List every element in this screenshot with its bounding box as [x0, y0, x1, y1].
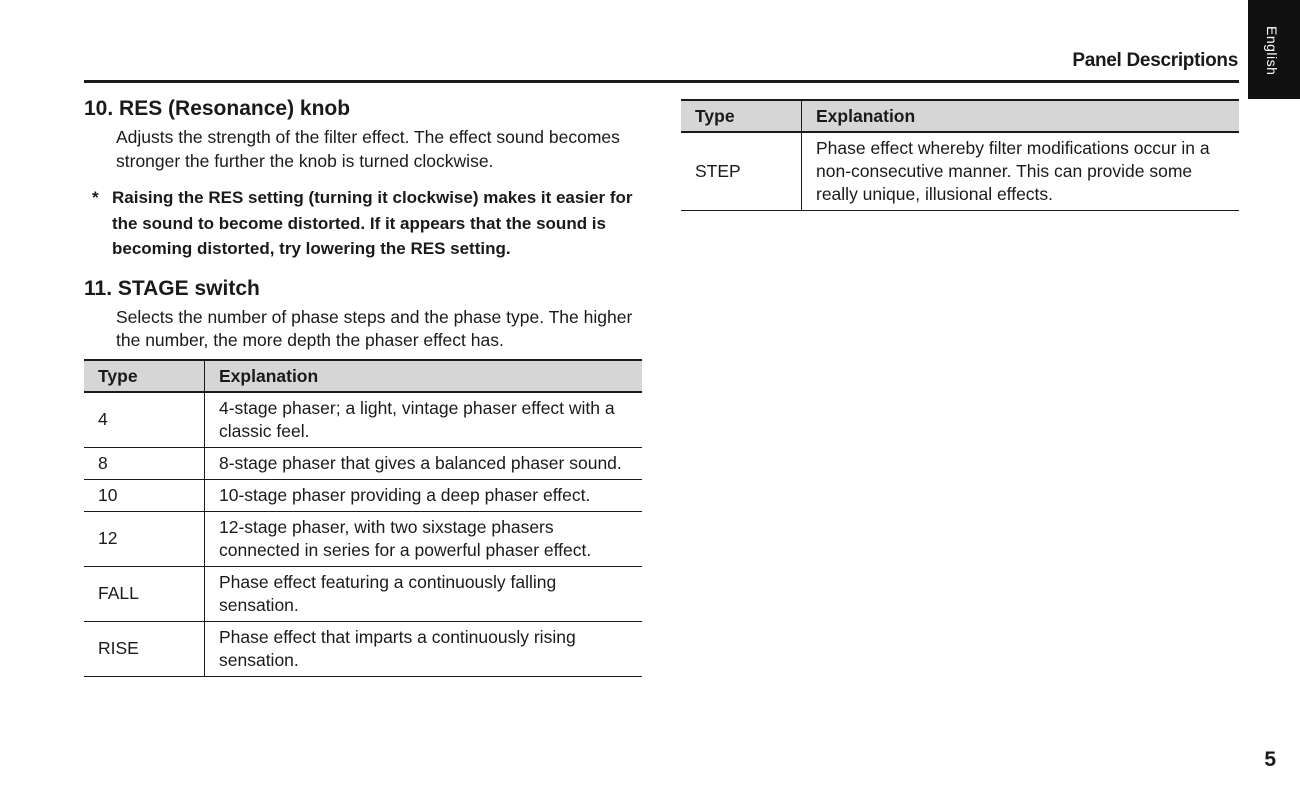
explanation-cell: 10-stage phaser providing a deep phaser effect. [205, 479, 643, 511]
left-column [84, 96, 642, 677]
language-label: English [1264, 26, 1280, 76]
column-header-type: Type [84, 360, 205, 392]
res-knob-note [84, 185, 642, 262]
explanation-cell: 12-stage phaser, with two sixstage phasers connected in series for a powerful phaser effect. [205, 511, 643, 566]
type-cell: FALL [84, 566, 205, 621]
note-asterisk: * [92, 188, 99, 207]
stage-type-table-continued [681, 99, 1239, 211]
type-cell: 12 [84, 511, 205, 566]
stage-type-table [84, 359, 642, 677]
res-knob-heading: 10. RES (Resonance) knob [84, 97, 351, 120]
explanation-cell: Phase effect featuring a continuously falling sensation. [205, 566, 643, 621]
explanation-cell: Phase effect that imparts a continuously rising sensation. [205, 621, 643, 676]
table-row [84, 621, 642, 676]
table-row [84, 392, 642, 448]
table-header-row [681, 100, 1239, 132]
type-cell: RISE [84, 621, 205, 676]
table-header-row [84, 360, 642, 392]
table-row [84, 479, 642, 511]
type-cell: 10 [84, 479, 205, 511]
page-number: 5 [1264, 748, 1276, 771]
explanation-cell: 8-stage phaser that gives a balanced phaser sound. [205, 447, 643, 479]
type-cell: STEP [681, 132, 802, 211]
explanation-cell: 4-stage phaser; a light, vintage phaser effect with a classic feel. [205, 392, 643, 448]
stage-switch-heading: 11. STAGE switch [84, 276, 260, 300]
res-knob-description: Adjusts the strength of the filter effect. The effect sound becomes stronger the further the knob is turned clockwise. [116, 127, 620, 171]
type-cell: 8 [84, 447, 205, 479]
note-text: Raising the RES setting (turning it clockwise) makes it easier for the sound to become distorted. If it appears that the sound is becoming distorted, try lowering the RES setting. [112, 188, 633, 258]
table-row [84, 447, 642, 479]
table-row [84, 566, 642, 621]
section-title: Panel Descriptions [1072, 50, 1238, 71]
right-column [681, 99, 1239, 211]
column-header-type: Type [681, 100, 802, 132]
table-row [84, 511, 642, 566]
table-row [681, 132, 1239, 211]
explanation-cell: Phase effect whereby filter modifications occur in a non-consecutive manner. This can provide some really unique, illusional effects. [802, 132, 1240, 211]
type-cell: 4 [84, 392, 205, 448]
column-header-explanation: Explanation [802, 100, 1240, 132]
header-rule [84, 80, 1239, 83]
column-header-explanation: Explanation [205, 360, 643, 392]
stage-switch-description: Selects the number of phase steps and the phase type. The higher the number, the more depth the phaser effect has. [116, 306, 633, 350]
